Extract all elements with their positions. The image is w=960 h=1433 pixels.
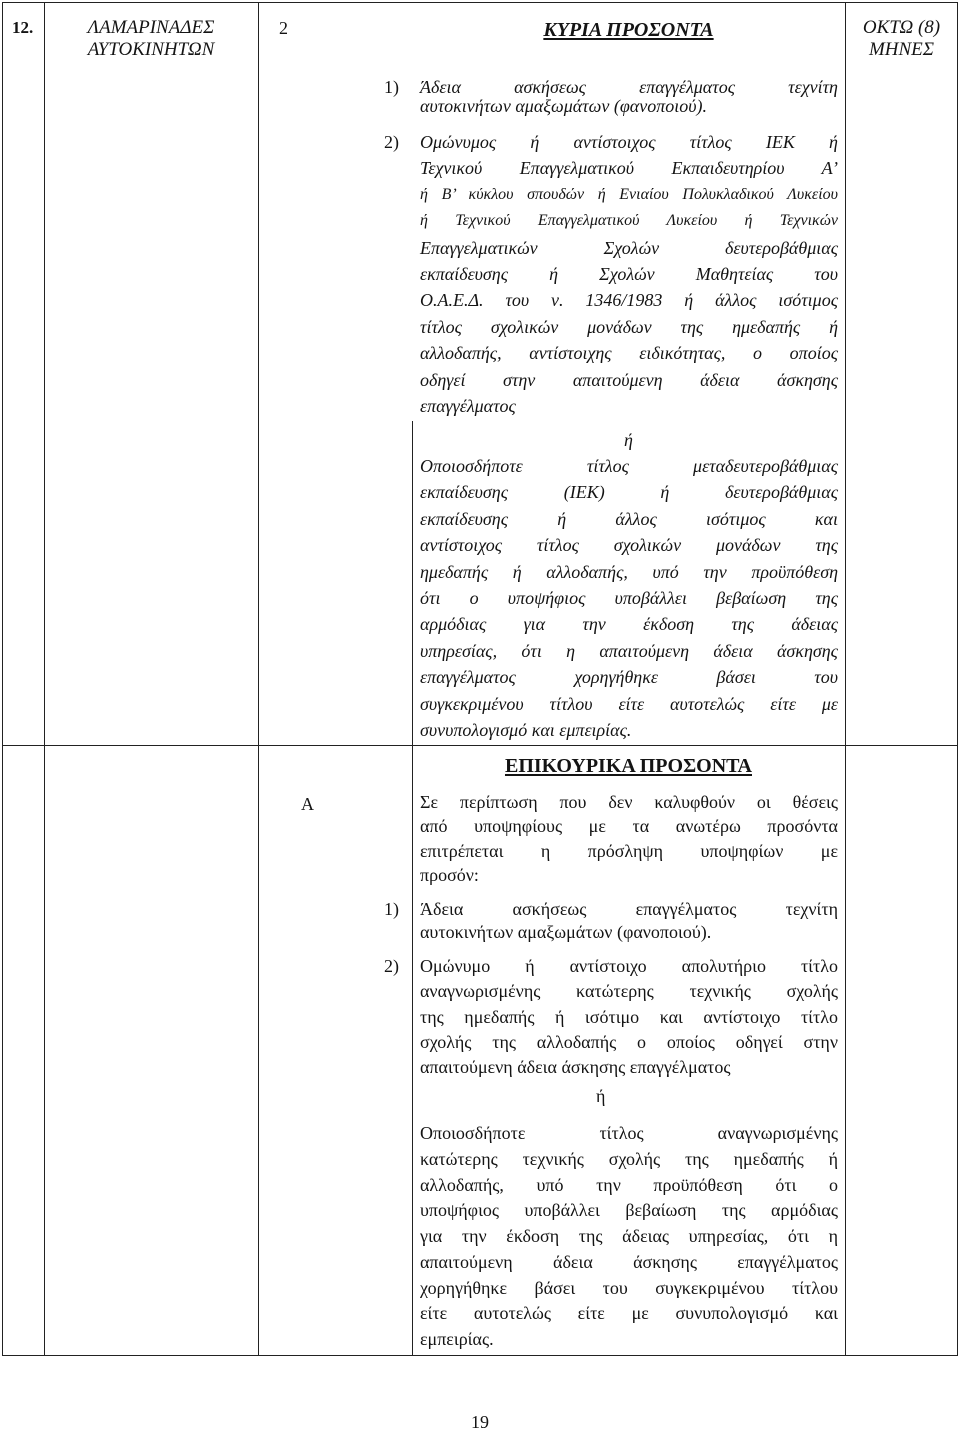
text-line: αυτοκινήτων αμαξωμάτων (φανοποιού). [420, 95, 707, 116]
text-line: χορηγήθηκε βάσει του συγκεκριμένου τίτλου [420, 1277, 838, 1298]
page-number: 19 [471, 1412, 489, 1432]
duration-line: ΟΚΤΩ (8) [862, 17, 941, 38]
text-line: ημεδαπής ή αλλοδαπής, υπό την προϋπόθεση [420, 561, 838, 582]
auxiliary-qualifications-heading: ΕΠΙΚΟΥΡΙΚΑ ΠΡΟΣΟΝΤΑ [504, 755, 752, 777]
main-item-2-text [420, 129, 838, 419]
main-qualifications-heading: ΚΥΡΙΑ ΠΡΟΣΟΝΤΑ [543, 19, 714, 41]
text-line: αρμόδιας για την έκδοση της άδειας [420, 614, 838, 635]
table-column-divider [44, 2, 45, 1356]
table-border-left [2, 2, 3, 1356]
text-line: οδηγεί στην απαιτούμενη άδεια άσκησης [420, 369, 838, 390]
text-line: ότι ο υποψήφιος υποβάλλει βεβαίωση της [420, 588, 838, 609]
specialty-title [44, 17, 258, 61]
text-line: της ημεδαπής ή ισότιμο και αντίστοιχο τίτλο [420, 1006, 838, 1027]
text-line: Ομώνυμος ή αντίστοιχος τίτλος ΙΕΚ ή [420, 132, 838, 152]
text-line: Οποιοσδήποτε τίτλος αναγνωρισμένης [420, 1123, 838, 1143]
auxiliary-label: Α [301, 794, 314, 814]
positions-count: 2 [279, 18, 288, 38]
table-column-divider [412, 421, 413, 1356]
text-line: εκπαίδευσης ή Σχολών Μαθητείας του [420, 264, 838, 285]
text-line: προσόν: [420, 865, 479, 886]
text-line: Ομώνυμο ή αντίστοιχο απολυτήριο τίτλο [420, 956, 838, 976]
auxiliary-item-label: 2) [384, 956, 399, 976]
text-line: εκπαίδευσης (ΙΕΚ) ή δευτεροβάθμιας [420, 482, 838, 503]
or-separator: ή [624, 430, 633, 450]
main-item-1-text [420, 78, 838, 115]
auxiliary-alternative-text [420, 1121, 838, 1353]
text-line: επιτρέπεται η πρόσληψη υποψηφίων με [420, 840, 838, 861]
text-line: απαιτούμενη άδεια άσκησης επαγγέλματος [420, 1251, 838, 1272]
text-line: ή Β’ κύκλου σπουδών ή Ενιαίου Πολυκλαδικού Λυκείου [420, 185, 838, 203]
text-line: κατώτερης τεχνικής σχολής της ημεδαπής ή [420, 1148, 838, 1169]
auxiliary-item-1-text [420, 898, 838, 944]
duration [845, 17, 958, 61]
text-line: υπηρεσίας, ότι η απαιτούμενη άδεια άσκησης [420, 640, 838, 661]
text-line: απαιτούμενη άδεια άσκησης επαγγέλματος [420, 1057, 731, 1077]
table-column-divider [845, 2, 846, 1356]
table-border-right [957, 2, 958, 1356]
or-separator: ή [596, 1086, 606, 1106]
auxiliary-item-2-text [420, 954, 838, 1080]
text-line: είτε αυτοτελώς είτε με συνυπολογισμό και [420, 1303, 838, 1324]
text-line: τίτλος σχολικών μονάδων της ημεδαπής ή [420, 316, 838, 337]
text-line: Σε περίπτωση που δεν καλυφθούν οι θέσεις [420, 792, 838, 812]
text-line: συγκεκριμένου τίτλου είτε αυτοτελώς είτε με [420, 693, 838, 714]
text-line: Τεχνικού Επαγγελματικού Εκπαιδευτηρίου Α’ [420, 158, 838, 179]
auxiliary-item-label: 1) [384, 899, 399, 919]
text-line: Άδεια ασκήσεως επαγγέλματος τεχνίτη [420, 899, 838, 919]
text-line: σχολής της αλλοδαπής ο οποίος οδηγεί στην [420, 1031, 838, 1052]
text-line: ή Τεχνικού Επαγγελματικού Λυκείου ή Τεχνικών [420, 212, 838, 230]
text-line: αντίστοιχος τίτλος σχολικών μονάδων της [420, 535, 838, 556]
text-line: αυτοκινήτων αμαξωμάτων (φανοποιού). [420, 922, 712, 942]
specialty-line: ΑΥΤΟΚΙΝΗΤΩΝ [87, 39, 215, 60]
specialty-line: ΛΑΜΑΡΙΝΑΔΕΣ [87, 17, 215, 38]
text-line: επαγγέλματος χορηγήθηκε βάσει του [420, 667, 838, 688]
auxiliary-intro-text [420, 790, 838, 888]
main-item-label: 1) [384, 77, 399, 97]
text-line: Οποιοσδήποτε τίτλος μεταδευτεροβάθμιας [420, 456, 838, 476]
text-line: για την έκδοση της άδειας υπηρεσίας, ότι η [420, 1226, 838, 1246]
text-line: αλλοδαπής, αντίστοιχης ειδικότητας, ο οποίος [420, 343, 838, 364]
text-line: Ο.Α.Ε.Δ. του ν. 1346/1983 ή άλλος ισότιμος [420, 290, 838, 311]
duration-line: ΜΗΝΕΣ [868, 39, 935, 60]
text-line: αναγνωρισμένης κατώτερης τεχνικής σχολής [420, 981, 838, 1002]
text-line: υποψήφιος υποβάλλει βεβαίωση της αρμόδιας [420, 1200, 838, 1221]
table-border-section-divider [2, 745, 958, 746]
table-border-top [2, 2, 958, 3]
text-line: Άδεια ασκήσεως επαγγέλματος τεχνίτη [420, 77, 838, 97]
text-line: συνυπολογισμό και εμπειρίας. [420, 720, 632, 741]
text-line: από υποψηφίους με τα ανωτέρω προσόντα [420, 816, 838, 837]
table-border-bottom [2, 1355, 958, 1356]
main-item-label: 2) [384, 132, 399, 152]
main-alternative-text [420, 453, 838, 743]
text-line: εκπαίδευσης ή άλλος ισότιμος και [420, 508, 838, 529]
table-column-divider [258, 2, 259, 1356]
row-number: 12. [12, 18, 34, 37]
text-line: Επαγγελματικών Σχολών δευτεροβάθμιας [420, 237, 838, 258]
text-line: εμπειρίας. [420, 1329, 494, 1349]
text-line: επαγγέλματος [420, 396, 516, 417]
text-line: αλλοδαπής, υπό την προϋπόθεση ότι ο [420, 1174, 838, 1195]
